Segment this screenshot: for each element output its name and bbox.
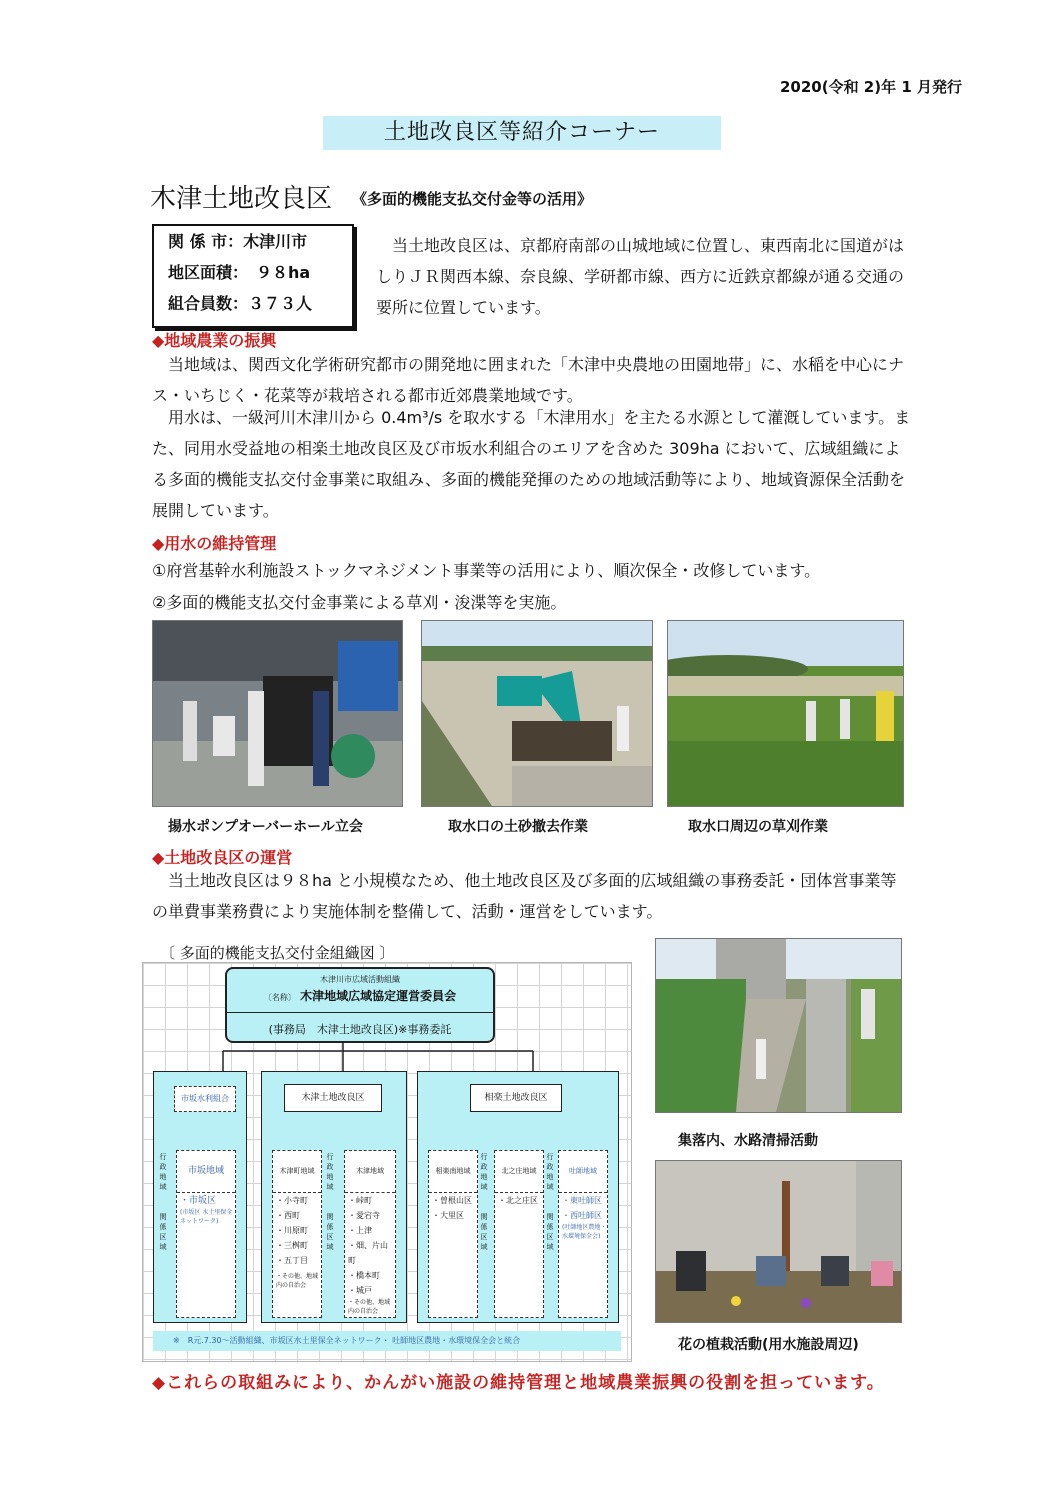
org-ichisaka-member-2: (市坂区 水土里保全ネットワーク) <box>180 1209 233 1225</box>
org-sagara-m3-2: (吐師地区農地・水環境保全会) <box>562 1224 607 1240</box>
org-kizu-m1-0: ・小寺町 <box>276 1196 308 1205</box>
photo-caption-3: 取水口周辺の草刈作業 <box>688 819 828 835</box>
photo-flower-planting <box>655 1160 902 1323</box>
photo-pump-overhaul <box>152 620 403 807</box>
photo-sediment-removal <box>421 620 653 807</box>
org-sagara-area-3: 吐師地域 <box>569 1167 597 1175</box>
section3-paragraph: 当土地改良区は９８ha と小規模なため、他土地改良区及び多面的広域組織の事務委託・団体営事業等の単費事業務費により実施体制を整備して、活動・運営をしています。 <box>152 871 897 921</box>
org-sagara-m3-1: ・西吐師区 <box>562 1211 602 1220</box>
section1-paragraph-1: 当地域は、関西文化学術研究都市の開発地に囲まれた「木津中央農地の田園地帯」に、水稲を中心にナス・いちじく・花菜等が栽培される都市近郊農業地域です。 <box>152 355 905 405</box>
org-top-committee <box>225 967 495 1043</box>
org-kizu-m1-1: ・西町 <box>276 1211 300 1220</box>
org-kizu-m2-6: ・その他、地域内の自治会 <box>348 1299 391 1315</box>
intro-paragraph: 当土地改良区は、京都府南部の山城地域に位置し、東西南北に国道がはしりＪＲ関西本線、奈良線、学研都市線、西方に近鉄京都線が通る交通の要所に位置しています。 <box>376 236 905 317</box>
section-heading-agriculture: ◆地域農業の振興 <box>152 331 277 350</box>
water-item-2: ②多面的機能支払交付金事業による草刈・浚渫等を実施。 <box>152 593 567 612</box>
org-top-small: 木津川市広域活動組織 <box>320 975 400 984</box>
org-kizu-m2-1: ・愛宕寺 <box>348 1211 380 1220</box>
org-g2-gyosei-label: 行政地域 <box>326 1153 334 1191</box>
water-item-1: ①府営基幹水利施設ストックマネジメント事業等の活用により、順次保全・改修しています。 <box>152 561 821 580</box>
info-city: 関 係 市：木津川市 <box>168 232 308 251</box>
org-ichisaka-member-1: ・市坂区 <box>180 1196 217 1206</box>
org-sagara-m2-0: ・北之庄区 <box>498 1196 538 1205</box>
org-chart-note: ※ R元.7.30～活動組織、市坂区水土里保全ネットワーク・ 吐師地区農地・水環境保全会と統合 <box>153 1331 621 1351</box>
org-g2-kankei-label: 関係区域 <box>326 1213 334 1251</box>
org-g3b-gyosei-label: 行政地域 <box>546 1153 554 1191</box>
info-area: 地区面積： ９８ha <box>168 263 311 282</box>
org-kizu-m2-0: ・峠町 <box>348 1196 372 1205</box>
org-top-name: 木津地域広域協定運営委員会 <box>300 989 457 1003</box>
org-chart <box>142 962 632 1362</box>
org-kizu-m2-3: ・畑、片山町 <box>348 1241 388 1265</box>
org-kizu-area-2: 木津地域 <box>356 1167 384 1175</box>
org-ichisaka-area: 市坂地域 <box>187 1166 224 1176</box>
org-sagara-area-1: 相楽南地域 <box>435 1167 471 1175</box>
org-chart-title: 〔 多面的機能支払交付金組織図 〕 <box>160 944 395 962</box>
section-heading-water: ◆用水の維持管理 <box>152 534 277 553</box>
org-g1-kankei-label: 関係区域 <box>159 1213 167 1251</box>
org-group-ichisaka <box>153 1071 247 1323</box>
org-sagara-m3-0: ・東吐師区 <box>562 1196 602 1205</box>
org-kizu-area-1: 木津町地域 <box>279 1167 315 1175</box>
org-g3-gyosei-label: 行政地域 <box>480 1153 488 1191</box>
org-g3-kankei-label: 関係区域 <box>480 1213 488 1251</box>
org-kizu-m1-4: ・五丁目 <box>276 1256 308 1265</box>
org-kizu-m2-5: ・城戸 <box>348 1286 372 1295</box>
org-sagara-head: 相楽土地改良区 <box>470 1084 562 1112</box>
org-sagara-m1-0: ・曽根山区 <box>432 1196 472 1205</box>
photo-caption-1: 揚水ポンプオーバーホール立会 <box>168 819 363 835</box>
org-kizu-m1-2: ・川原町 <box>276 1226 308 1235</box>
photo-canal-cleaning <box>655 938 902 1113</box>
closing-statement: ◆これらの取組みにより、かんがい施設の維持管理と地域農業振興の役割を担っています。 <box>152 1373 885 1393</box>
org-top-office: (事務局 木津土地改良区)※事務委託 <box>268 1023 452 1036</box>
org-kizu-m1-5: ・その他、地域内の自治会 <box>276 1273 319 1289</box>
page-subtitle: 《多面的機能支払交付金等の活用》 <box>352 190 593 208</box>
corner-title: 土地改良区等紹介コーナー <box>323 116 721 150</box>
info-members: 組合員数：３７３人 <box>168 294 313 313</box>
org-group-kizu <box>261 1071 407 1323</box>
photo-caption-2: 取水口の土砂撤去作業 <box>448 819 588 835</box>
org-kizu-head: 木津土地改良区 <box>284 1084 382 1112</box>
side-caption-1: 集落内、水路清掃活動 <box>678 1133 818 1149</box>
org-group-sagara <box>417 1071 619 1323</box>
photo-grass-cutting <box>667 620 904 807</box>
org-g1-gyosei-label: 行政地域 <box>159 1153 167 1191</box>
org-kizu-m2-2: ・上津 <box>348 1226 372 1235</box>
page-title: 木津土地改良区 <box>150 184 333 214</box>
section1-paragraph-2: 用水は、一級河川木津川から 0.4m³/s を取水する「木津用水」を主たる水源として灌漑しています。また、同用水受益地の相楽土地改良区及び市坂水利組合のエリアを含めた 309ha において、広域組織による多面的機能支払交付金事業に取組み、多面的機能発揮のための地域活動等により、地域資源保全活動を展開しています。 <box>152 408 911 520</box>
org-g3b-kankei-label: 関係区域 <box>546 1213 554 1251</box>
issue-date: 2020(令和 2)年 1 月発行 <box>779 78 962 96</box>
org-kizu-m2-4: ・橋本町 <box>348 1271 380 1280</box>
org-kizu-m1-3: ・三桝町 <box>276 1241 308 1250</box>
org-ichisaka-head: 市坂水利組合 <box>174 1086 236 1112</box>
org-top-name-tag: 〔名称〕 <box>263 993 296 1002</box>
side-caption-2: 花の植栽活動(用水施設周辺) <box>678 1337 859 1353</box>
org-sagara-area-2: 北之庄地域 <box>501 1167 537 1175</box>
district-info-box <box>152 224 354 328</box>
org-sagara-m1-1: ・大里区 <box>432 1211 464 1220</box>
section-heading-operation: ◆土地改良区の運営 <box>152 848 293 867</box>
